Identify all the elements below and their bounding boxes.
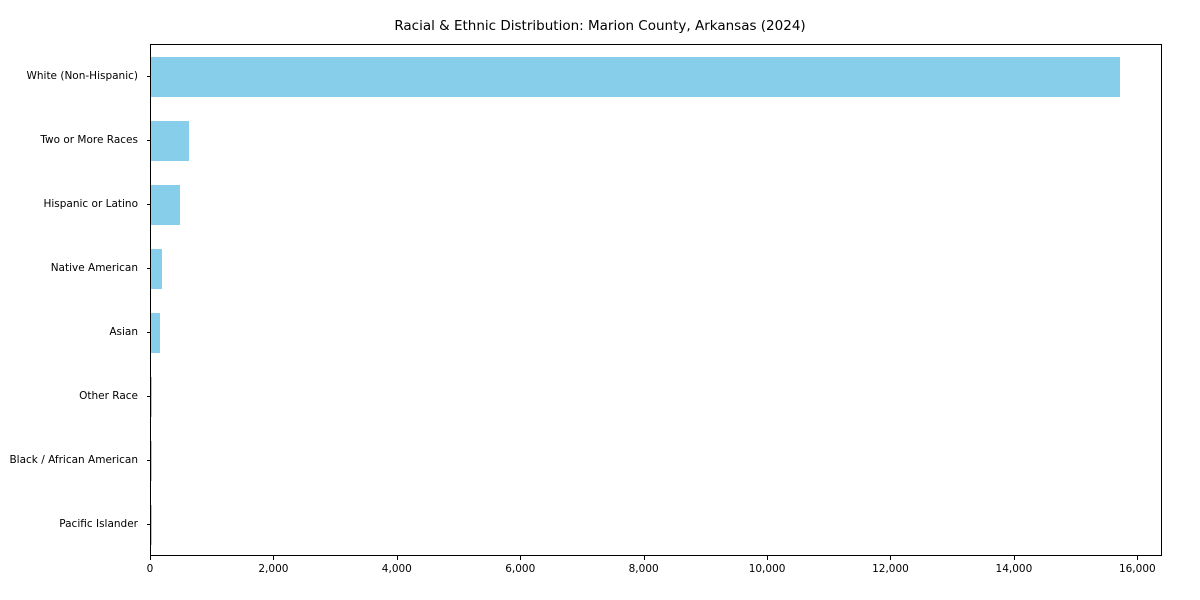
x-axis-tick-mark — [397, 556, 398, 560]
x-axis-tick-mark — [150, 556, 151, 560]
x-axis-tick-label: 14,000 — [995, 563, 1033, 575]
bar — [151, 249, 162, 289]
y-axis-tick-label: Native American — [50, 262, 138, 274]
y-axis-tick-mark — [147, 396, 151, 397]
y-axis-tick-label: Hispanic or Latino — [43, 198, 138, 210]
x-axis-tick-mark — [1137, 556, 1138, 560]
bar — [151, 313, 160, 353]
bar — [151, 441, 152, 481]
y-axis-tick-label: White (Non-Hispanic) — [26, 70, 138, 82]
bar — [151, 505, 152, 545]
x-axis-tick-label: 4,000 — [381, 563, 412, 575]
bar-row — [151, 441, 1162, 481]
y-axis-tick-mark — [147, 268, 151, 269]
x-axis-tick-label: 8,000 — [628, 563, 659, 575]
x-axis-tick-mark — [767, 556, 768, 560]
x-axis-tick-mark — [890, 556, 891, 560]
bar — [151, 185, 180, 225]
y-axis-tick-mark — [147, 524, 151, 525]
x-axis-tick-mark — [1014, 556, 1015, 560]
bar-row — [151, 377, 1162, 417]
x-axis-tick-mark — [644, 556, 645, 560]
y-axis-tick-label: Black / African American — [9, 454, 138, 466]
bar-row — [151, 185, 1162, 225]
bar — [151, 57, 1120, 97]
y-axis-tick-mark — [147, 140, 151, 141]
x-axis-tick-label: 16,000 — [1118, 563, 1156, 575]
y-axis-tick-mark — [147, 204, 151, 205]
x-axis-tick-label: 6,000 — [505, 563, 536, 575]
x-axis-tick-label: 2,000 — [258, 563, 289, 575]
bar-row — [151, 313, 1162, 353]
y-axis-tick-labels — [0, 44, 144, 556]
y-axis-tick-label: Asian — [109, 326, 138, 338]
x-axis-tick-label: 0 — [146, 563, 154, 575]
y-axis-tick-label: Pacific Islander — [59, 518, 138, 530]
y-axis-tick-mark — [147, 76, 151, 77]
y-axis-tick-label: Other Race — [79, 390, 138, 402]
bar-row — [151, 121, 1162, 161]
y-axis-tick-label: Two or More Races — [40, 134, 138, 146]
plot-area — [150, 44, 1162, 556]
bar-row — [151, 57, 1162, 97]
y-axis-tick-mark — [147, 460, 151, 461]
bar — [151, 121, 189, 161]
x-axis-tick-label: 10,000 — [748, 563, 786, 575]
bar — [151, 377, 152, 417]
y-axis-tick-mark — [147, 332, 151, 333]
bar-row — [151, 505, 1162, 545]
x-axis-tick-label: 12,000 — [872, 563, 909, 575]
bar-row — [151, 249, 1162, 289]
chart-title: Racial & Ethnic Distribution: Marion County, Arkansas (2024) — [394, 18, 806, 34]
x-axis-tick-mark — [273, 556, 274, 560]
x-axis-tick-mark — [520, 556, 521, 560]
